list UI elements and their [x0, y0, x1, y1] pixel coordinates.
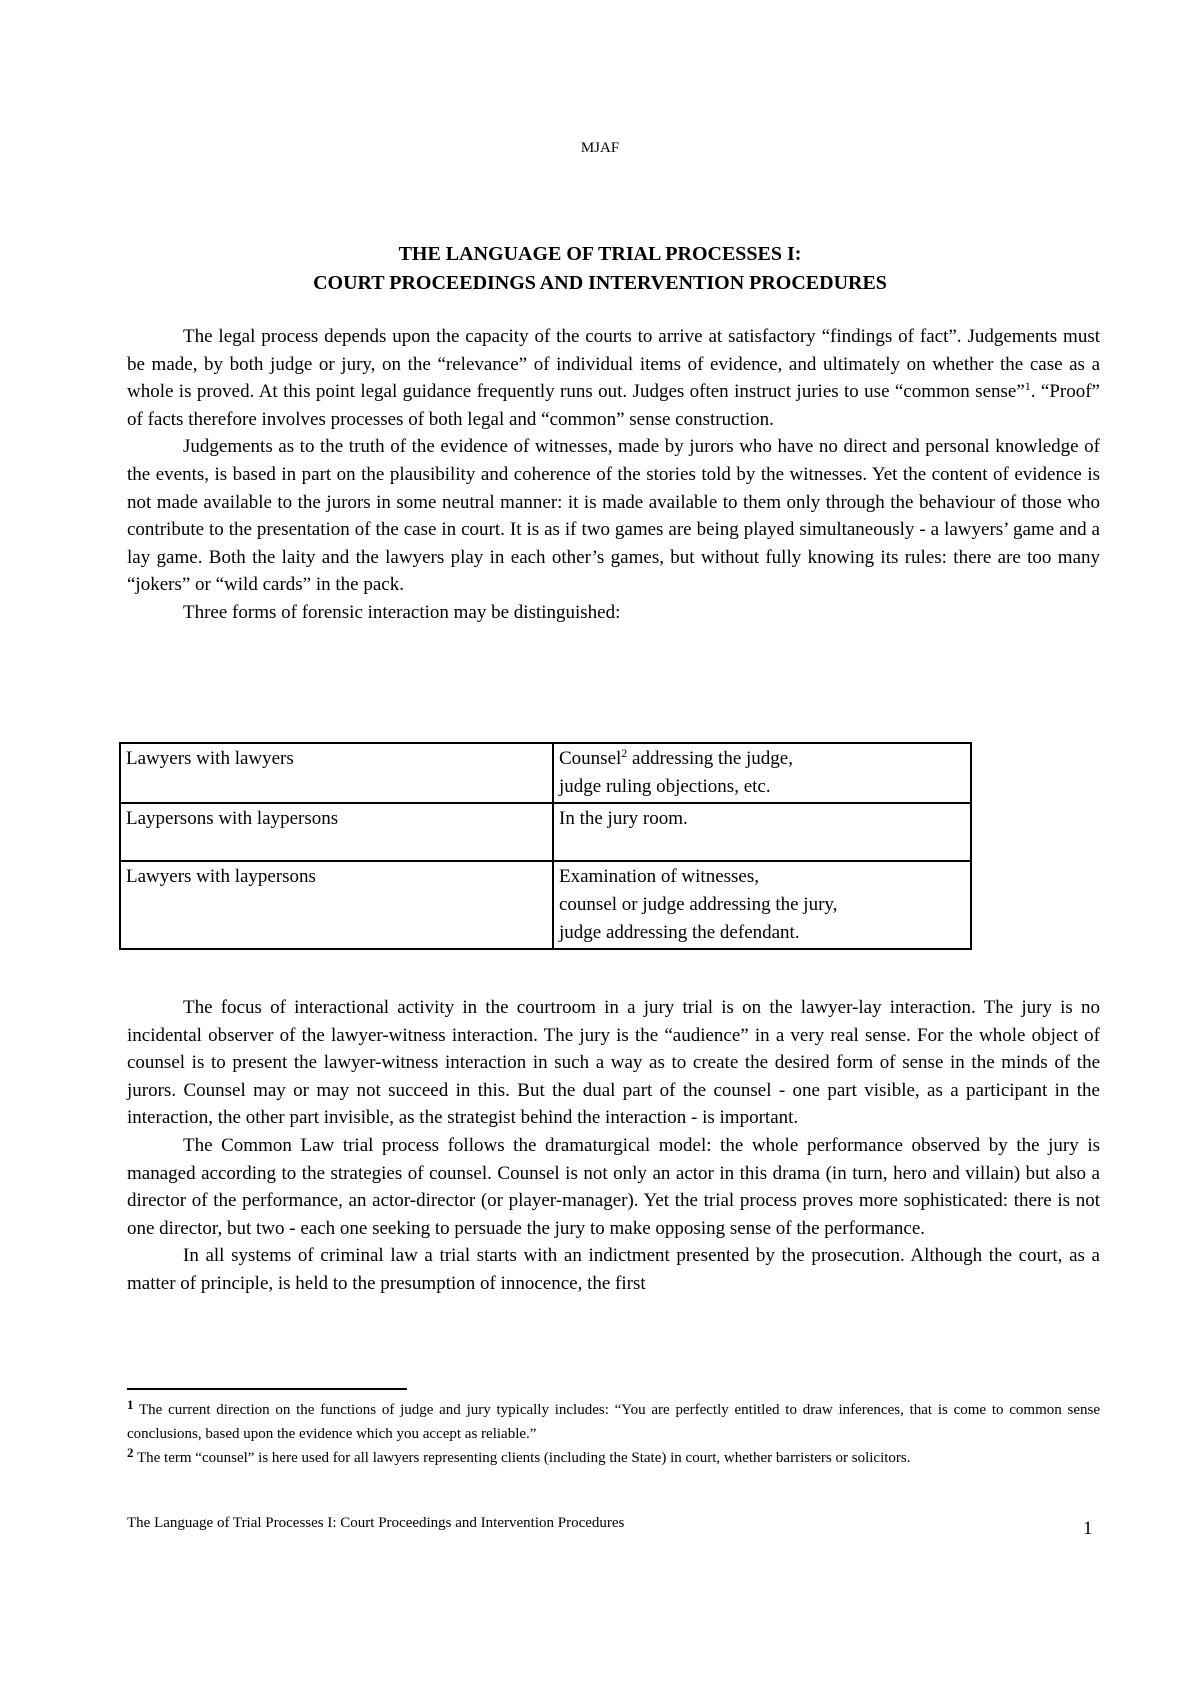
running-header: MJAF [580, 140, 620, 156]
cell-line [559, 745, 965, 773]
table-cell [553, 743, 971, 803]
footnote-number: 2 [127, 1445, 134, 1460]
table-cell: Lawyers with lawyers [120, 743, 553, 803]
table-cell: Lawyers with laypersons [120, 861, 553, 949]
table-cell [553, 861, 971, 949]
body-section [127, 994, 1100, 1298]
table-cell: In the jury room. [553, 803, 971, 861]
footnote-ref[interactable]: 1 [1024, 379, 1031, 394]
cell-text: Counsel [559, 748, 622, 769]
footnote-text: The term “counsel” is here used for all lawyers representing clients (including the State) in court, whether barristers or solicitors. [136, 1450, 911, 1466]
page-number: 1 [1083, 1518, 1093, 1539]
paragraph: Judgements as to the truth of the evidence of witnesses, made by jurors who have no direct and personal knowledge of the events, is based in part on the plausibility and coherence of the stories told by the witnesses. Yet the content of evidence is not made available to the jurors in some neutral manner: it is made available to them only through the behaviour of those who contribute to the presentation of the case in court. It is as if two games are being played simultaneously - a lawyers’ game and a lay game. Both the laity and the lawyers play in each other’s games, but without fully knowing its rules: there are too many “jokers” or “wild cards” in the pack. [127, 436, 1100, 596]
title-line-2: COURT PROCEEDINGS AND INTERVENTION PROCEDURES [313, 272, 887, 294]
paragraph: The focus of interactional activity in the courtroom in a jury trial is on the lawyer-lay interaction. The jury is no incidental observer of the lawyer-witness interaction. The jury is the “audience” in a very real sense. For the whole object of counsel is to present the lawyer-witness interaction in such a way as to create the desired form of sense in the minds of the jurors. Counsel may or may not succeed in this. But the dual part of the counsel - one part visible, as a participant in the interaction, the other part invisible, as the strategist behind the interaction - is important. [127, 997, 1100, 1129]
paragraph: Three forms of forensic interaction may be distinguished: [183, 601, 621, 623]
footnote-divider [127, 1388, 407, 1390]
table-row [120, 743, 971, 803]
cell-line: judge ruling objections, etc. [559, 776, 771, 797]
title-line-1: THE LANGUAGE OF TRIAL PROCESSES I: [398, 243, 802, 265]
table-row [120, 861, 971, 949]
interaction-forms-table [119, 742, 972, 950]
footnote [127, 1446, 1100, 1470]
document-title [0, 240, 1200, 298]
footnote-text: The current direction on the functions of judge and jury typically includes: “You are perfectly entitled to draw inferences, that is come to common sense conclusions, based upon the evidence which you accept as reliable.” [127, 1402, 1101, 1442]
paragraph: In all systems of criminal law a trial starts with an indictment presented by the prosecution. Although the court, as a matter of principle, is held to the presumption of innocence, the first [127, 1245, 1100, 1294]
footnote-ref[interactable]: 2 [621, 746, 628, 760]
cell-line: counsel or judge addressing the jury, [559, 894, 838, 915]
footnotes [127, 1398, 1100, 1470]
paragraph-text: The legal process depends upon the capacity of the courts to arrive at satisfactory “findings of fact”. Judgements must be made, by both judge or jury, on the “relevance” of individual items of evidence, and ultimately on whether the case as a whole is proved. At this point legal guidance frequently runs out. Judges often instruct juries to use “common sense” [127, 326, 1100, 403]
table-row [120, 803, 971, 861]
intro-section [127, 323, 1100, 627]
footnote-number: 1 [127, 1397, 134, 1412]
paragraph-text: . “Proof” of facts therefore involves processes of both legal and “common” sense construction. [127, 381, 1100, 430]
cell-line: judge addressing the defendant. [559, 922, 800, 943]
paragraph [127, 323, 1100, 433]
cell-text: addressing the judge, [627, 748, 793, 769]
paragraph: The Common Law trial process follows the dramaturgical model: the whole performance observed by the jury is managed according to the strategies of counsel. Counsel is not only an actor in this drama (in turn, hero and villain) but also a director of the performance, an actor-director (or player-manager). Yet the trial process proves more sophisticated: there is not one director, but two - each one seeking to persuade the jury to make opposing sense of the performance. [127, 1134, 1100, 1239]
running-footer: The Language of Trial Processes I: Court Proceedings and Intervention Procedures [127, 1515, 625, 1531]
cell-line: Examination of witnesses, [559, 866, 759, 887]
footnote [127, 1398, 1100, 1446]
table-cell: Laypersons with laypersons [120, 803, 553, 861]
